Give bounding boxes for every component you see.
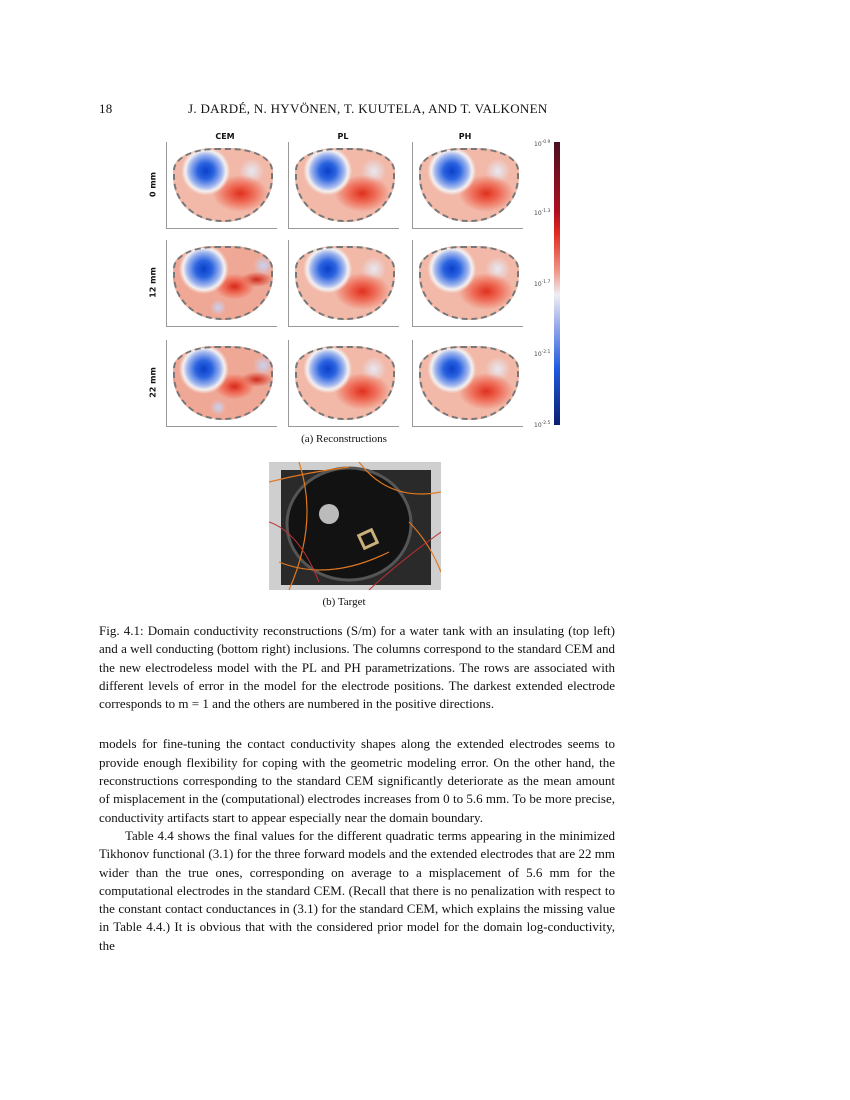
colorbar-tick: $10^{-1.3}$ [534, 209, 551, 217]
target-photo [269, 462, 441, 590]
reconstruction-ph-22mm [412, 340, 523, 427]
reconstruction-pl-12mm [288, 240, 399, 327]
reconstruction-cem-0mm [166, 142, 277, 229]
colorbar-tick: $10^{-1.7}$ [534, 280, 551, 288]
subcaption-reconstructions: (a) Reconstructions [301, 433, 387, 445]
figure-caption: Fig. 4.1: Domain conductivity reconstructions (S/m) for a water tank with an insulating (top left) and a well conducting (bottom right) inclusions. The columns correspond to the standard CEM and the new electrodeless model with the PL and PH parametrizations. The rows are associated with different levels of error in the model for the electrode positions. The darkest extended electrode corresponds to m = 1 and the others are numbered in the positive directions. [99, 623, 615, 712]
column-title-pl: PL [337, 132, 349, 141]
row-label-22mm: 22 mm [148, 367, 158, 398]
subcaption-target: (b) Target [322, 596, 366, 608]
reconstruction-pl-22mm [288, 340, 399, 427]
colorbar-tick: $10^{-2.5}$ [534, 421, 551, 429]
reconstruction-cem-22mm [166, 340, 277, 427]
column-title-cem: CEM [215, 132, 235, 141]
colorbar [554, 142, 560, 425]
paragraph: models for fine-tuning the contact conductivity shapes along the extended electrodes seems to provide enough flexibility for coping with the geometric modeling error. On the other hand, the reconstructions corresponding to the standard CEM significantly deteriorate as the mean amount of misplacement in the (computational) electrodes increases from 0 to 5.6 mm. To be more precise, conductivity artifacts start to appear especially near the domain boundary. [99, 736, 615, 825]
running-header: J. DARDÉ, N. HYVÖNEN, T. KUUTELA, AND T. VALKONEN [188, 101, 548, 116]
row-label-0mm: 0 mm [148, 171, 158, 198]
reconstruction-ph-12mm [412, 240, 523, 327]
column-title-ph: PH [458, 132, 472, 141]
reconstruction-cem-12mm [166, 240, 277, 327]
reconstruction-pl-0mm [288, 142, 399, 229]
paragraph: Table 4.4 shows the final values for the different quadratic terms appearing in the minimized Tikhonov functional (3.1) for the three forward models and the extended electrodes that are 22 mm wider than the true ones, corresponding on average to a misplacement of 5.6 mm for the computational electrodes in the standard CEM. (Recall that there is no penalization with respect to the constant contact conductances in (3.1) for the standard CEM, which explains the missing value in Table 4.4.) It is obvious that with the considered prior model for the domain log-conductivity, the [99, 827, 615, 953]
text-flow [99, 622, 615, 955]
colorbar-tick: $10^{-0.9}$ [534, 140, 551, 148]
row-label-12mm: 12 mm [148, 267, 158, 298]
reconstruction-ph-0mm [412, 142, 523, 229]
page-number: 18 [99, 101, 113, 116]
colorbar-tick: $10^{-2.1}$ [534, 350, 551, 358]
